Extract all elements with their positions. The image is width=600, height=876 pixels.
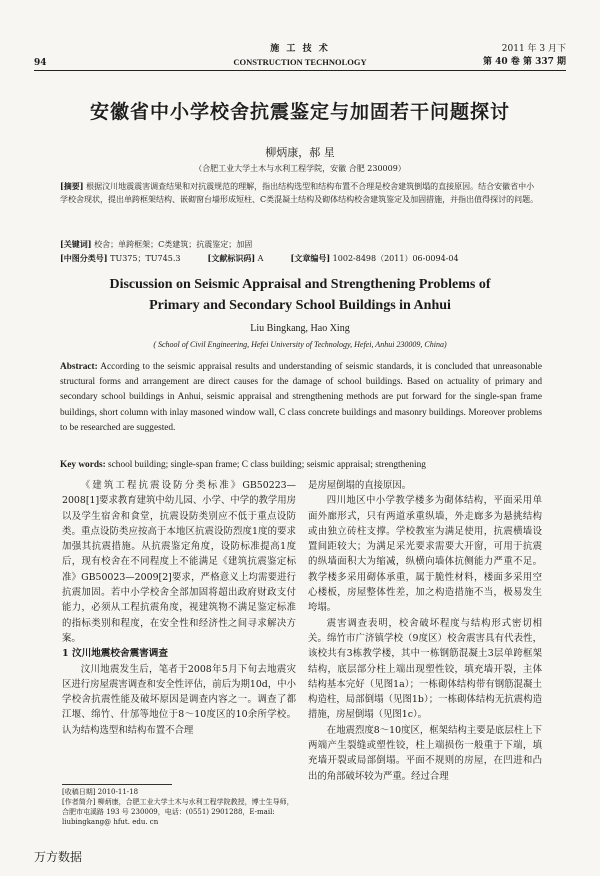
doc-code-label: [文献标识码]: [207, 253, 256, 263]
paragraph: 汶川地震发生后，笔者于2008年5月下旬去地震灾区进行房屋震害调查和安全性评估，前后为期10d，中小学校舍抗震性能及破坏原因是调查内容之一。调查了都江堰、绵竹、什邡等地位于8～10度区的10余所学校。认为结构选型和结构布置不合理: [62, 663, 296, 736]
paragraph: 《建筑工程抗震设防分类标准》GB50223—2008[1]要求教育建筑中幼儿园、小学、中学的教学用房以及学生宿舍和食堂，抗震设防类别应不低于重点设防类。重点设防类应按高于本地区抗震设防烈度1度的要求加强其抗震措施。从抗震鉴定角度，设防标准提高1度后，现有校舍在不同程度上不能满足《建筑抗震鉴定标准》GB50023—2009[2]要求，严格意义上均需要进行抗震加固。若中小学校舍全部加固将超出政府财政支付能力，必须从工程抗震角度，视建筑物不满足鉴定标准的指标类别和程度，在安全性和经济性之间寻求解决方案。: [62, 480, 297, 644]
watermark: 万方数据: [34, 850, 83, 864]
abstract-en: [60, 360, 542, 436]
paragraph: 四川地区中小学教学楼多为砌体结构，平面采用单面外廊形式，只有两道承重纵墙，外走廊多为悬挑结构或由独立砖柱支撑。学校教室为满足使用，抗震横墙设置间距较大；为满足采光要求需要大开窗，可用于抗震的纵墙面积大为缩减，纵横向墙体抗侧能力严重不足。教学楼多采用砌体承重，属于脆性材料，楼面多采用空心楼板，房屋整体性差，加之构造措施不当，极易发生垮塌。: [308, 495, 542, 614]
abstract-cn: [60, 180, 542, 206]
article-no-value: 1002-8498（2011）06-0094-04: [332, 254, 459, 263]
classification-row: [60, 252, 542, 265]
article-title-en-line2: Primary and Secondary School Buildings in Anhui: [149, 298, 451, 313]
abstract-cn-label: [摘要]: [60, 181, 84, 191]
keywords-en: [60, 458, 542, 473]
article-title-en-line1: Discussion on Seismic Appraisal and Strengthening Problems of: [109, 277, 491, 292]
classification-label: [中图分类号]: [60, 253, 108, 263]
affiliation-en: ( School of Civil Engineering, Hefei University of Technology, Hefei, Anhui 230009, China): [153, 340, 447, 349]
doc-code-value: A: [257, 254, 264, 263]
body-right-column: [308, 478, 542, 784]
header-rule: [34, 70, 566, 71]
authors-en: Liu Bingkang, Hao Xing: [250, 323, 350, 334]
keywords-cn-text: 校舍；单跨框架；C类建筑；抗震鉴定；加固: [94, 240, 253, 249]
affiliation-cn: （合肥工业大学土木与水利工程学院，安徽 合肥 230009）: [194, 164, 406, 173]
keywords-cn-label: [关键词]: [60, 239, 92, 249]
abstract-en-label: Abstract:: [60, 362, 98, 372]
paragraph: 震害调查表明，校舍破坏程度与结构形式密切相关。绵竹市广济镇学校（9度区）校舍震害具有代表性，该校共有3栋教学楼，其中一栋钢筋混凝土3层单跨框架结构，底层部分柱上端出现塑性铰，填充墙开裂，主体结构基本完好（见图1a）；一栋砌体结构带有钢筋混凝土构造柱，局部倒塌（见图1b）；一栋砌体结构无抗震构造措施，房屋倒塌（见图1c）。: [308, 617, 542, 721]
authors-cn: 柳炳康，郝 星: [265, 146, 335, 159]
article-no-label: [文章编号]: [290, 253, 331, 263]
author-intro: [作者简介] 柳炳康，合肥工业大学土木与水利工程学院教授，博士生导师，合肥市屯溪路 193 号 230009，电话：(0551) 2901288，E-mail: liubingkang@ hfut. edu. cn: [62, 798, 294, 826]
issue-date: 2011 年 3 月下: [501, 44, 566, 54]
received-date: [收稿日期] 2010-11-18: [62, 788, 139, 796]
keywords-en-label: Key words:: [60, 460, 106, 470]
journal-name-cn: 施 工 技 术: [270, 44, 330, 54]
article-title-cn: 安徽省中小学校舍抗震鉴定与加固若干问题探讨: [89, 101, 510, 123]
page-number: 94: [34, 58, 47, 68]
journal-name-en: CONSTRUCTION TECHNOLOGY: [233, 57, 367, 67]
keywords-en-text: school building; single-span frame; C class building; seismic appraisal; strengthening: [108, 460, 426, 470]
paragraph: 在地震烈度8～10度区，框架结构主要是底层柱上下两端产生裂缝或塑性铰，柱上端损伤一般重于下端，填充墙开裂或局部倒塌。平面不规则的房屋，在凹进和凸出的角部破坏较为严重。经过合理: [308, 724, 542, 782]
issue-volume: 第 40 卷 第 337 期: [483, 57, 566, 67]
footnote: [62, 787, 296, 827]
abstract-en-text: According to the seismic appraisal results and understanding of seismic standards, it is concluded that unreasonable structural forms and arrangement are direct causes for the damage of school buildings. Based on actuality of primary and secondary school buildings in Anhui, seismic appraisal and strengthening methods are put forward for the single-span frame buildings, short column with inlay masoned window wall, C class concrete buildings and masonry buildings. Moreover problems to be researched are suggested.: [60, 362, 542, 433]
body-left-column: [62, 478, 296, 738]
keywords-cn: [60, 238, 542, 251]
section-heading: 1 汶川地震校舍震害调查: [62, 648, 168, 660]
paragraph: 是房屋倒塌的直接原因。: [308, 480, 412, 491]
abstract-cn-text: 根据汶川地震震害调查结果和对抗震规范的理解，指出结构选型和结构布置不合理是校舍建筑倒塌的直接原因。结合安徽省中小学校舍现状，提出单跨框架结构、嵌砌窗台墙形成短柱、C类混凝土结构及砌体结构校舍建筑鉴定及加固措施，并指出值得探讨的问题。: [60, 182, 539, 204]
classification-value: TU375；TU745.3: [110, 254, 181, 263]
footnote-rule: [62, 784, 172, 785]
